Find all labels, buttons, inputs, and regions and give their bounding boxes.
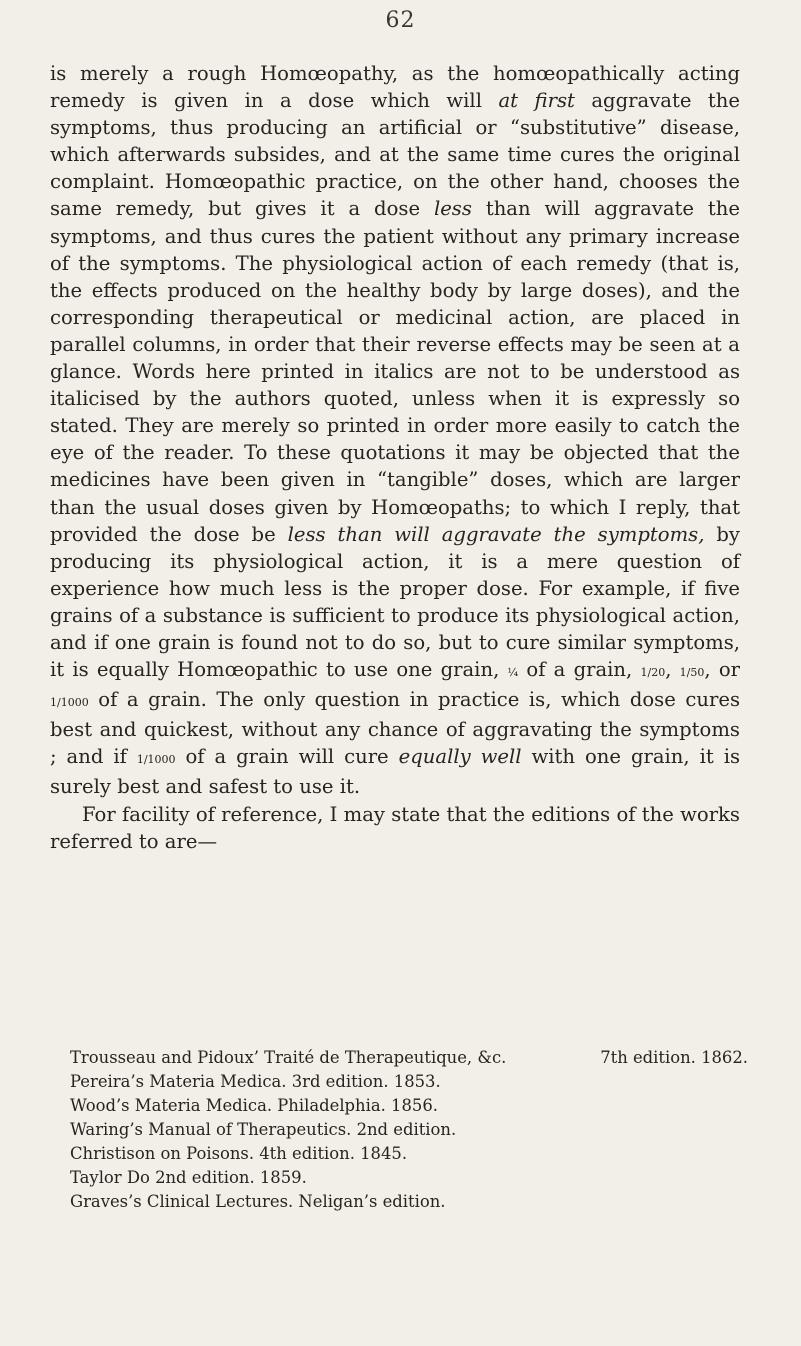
reference-item: Christison on Poisons. 4th edition. 1845. bbox=[70, 1144, 408, 1163]
reference-list bbox=[70, 1046, 748, 1214]
text-run: of a grain. The only question in practice is, which dose cures best and quickest, without any chance of aggravating the symptoms ; and if bbox=[50, 688, 740, 769]
italic-run: at first bbox=[498, 89, 575, 113]
italic-run: less bbox=[433, 197, 472, 221]
text-run: of a grain will cure bbox=[175, 745, 399, 769]
text-run: than will aggravate the symptoms, and thus cures the patient without any primary increase of the symptoms. The physiological action of each remedy (that is, the effects produced on the healthy body by large doses), and the corresponding therapeutical or medicinal action, are placed in parallel columns, in order that their reverse effects may be seen at a glance. Words here printed in italics are not to be understood as italicised by the authors quoted, unless when it is expressly so stated. They are merely so printed in order more easily to catch the eye of the reader. To these quotations it may be objected that the medicines have been given in “tangible” doses, which are larger than the usual doses given by Homœopaths; to which I reply, that provided the dose be bbox=[50, 197, 740, 546]
text-run: , or bbox=[704, 658, 740, 682]
reference-item: Wood’s Materia Medica. Philadelphia. 1856. bbox=[70, 1096, 438, 1115]
fraction: 1/1000 bbox=[136, 753, 176, 767]
fraction: 1/50 bbox=[679, 666, 705, 680]
paragraph-references-intro: For facility of reference, I may state that the editions of the works referred to are— bbox=[50, 802, 740, 853]
fraction: 1/20 bbox=[640, 666, 666, 680]
italic-run: equally well bbox=[398, 745, 522, 769]
page-number: 62 bbox=[385, 8, 416, 33]
reference-item: Pereira’s Materia Medica. 3rd edition. 1853. bbox=[70, 1072, 441, 1091]
text-run: by producing its physiological action, it is a mere question of experience how much less is the proper dose. For example, if five grains of a substance is sufficient to produce its physiological action, and if one grain is found not to do so, but to cure similar symptoms, it is equally Homœopathic to use one grain, bbox=[50, 522, 740, 682]
text-run: , bbox=[665, 658, 680, 682]
text-run: of a grain, bbox=[518, 658, 641, 682]
reference-item: Trousseau and Pidoux’ Traité de Therapeutique, &c. 7th edition. 1862. bbox=[70, 1048, 748, 1067]
paragraph-main bbox=[50, 60, 740, 801]
reference-item: Waring’s Manual of Therapeutics. 2nd edition. bbox=[70, 1120, 457, 1139]
text-run: with one grain, it is surely best and safest to use it. bbox=[50, 745, 741, 799]
italic-run: less than will aggravate the symptoms, bbox=[287, 522, 705, 546]
fraction: ¼ bbox=[507, 666, 519, 680]
body-text bbox=[50, 60, 740, 855]
reference-item: Graves’s Clinical Lectures. Neligan’s edition. bbox=[70, 1192, 446, 1211]
text-run: is merely a rough Homœopathy, as the homœopathically acting remedy is given in a dose which will bbox=[50, 62, 740, 113]
fraction: 1/1000 bbox=[50, 696, 89, 710]
text-run: aggravate the symptoms, thus producing an artificial or “substitutive” disease, which afterwards subsides, and at the same time cures the original complaint. Homœopathic practice, on the other hand, chooses the same remedy, but gives it a dose bbox=[50, 89, 740, 221]
reference-item: Taylor Do 2nd edition. 1859. bbox=[70, 1168, 307, 1187]
